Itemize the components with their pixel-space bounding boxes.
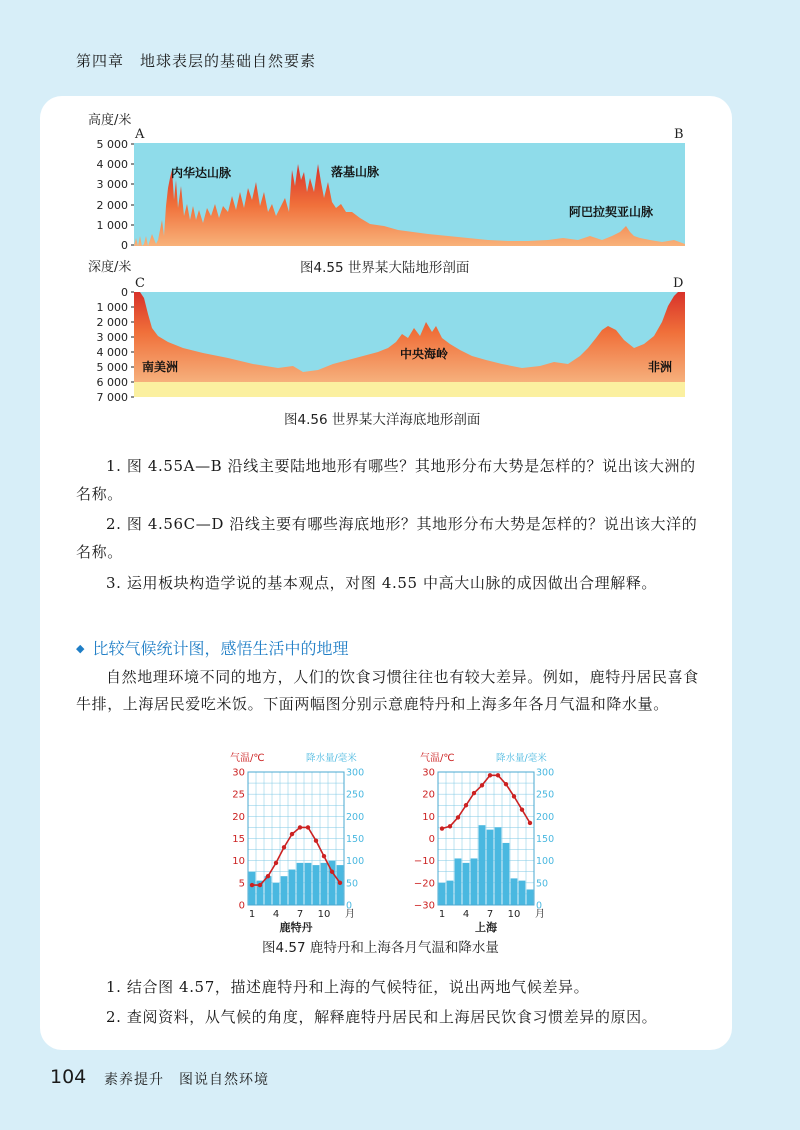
temperature-tick-label: 15 (232, 834, 245, 845)
chapter-title: 第四章 地球表层的基础自然要素 (76, 52, 317, 70)
depth-tick-2000: 2 000 (96, 316, 128, 329)
precip-bar (495, 827, 502, 905)
depth-tick-5000: 5 000 (96, 361, 128, 374)
precip-bar (463, 863, 470, 905)
precip-bar (289, 870, 296, 905)
temperature-point (330, 870, 334, 874)
month-tick-label: 月 (535, 909, 545, 920)
precip-bar (527, 889, 534, 905)
temperature-axis-title: 气温/℃ (230, 753, 265, 764)
rotterdam-climate-chart (228, 748, 378, 933)
shanghai-climate-chart (413, 748, 568, 934)
precipitation-tick-label: 150 (346, 834, 365, 845)
precip-bar (455, 858, 462, 905)
temperature-axis-title: 气温/℃ (420, 753, 455, 764)
temperature-point (440, 826, 444, 830)
precip-bar (297, 863, 304, 905)
precip-bar (511, 878, 518, 905)
depth-tick-4000: 4 000 (96, 346, 128, 359)
temperature-point (480, 783, 484, 787)
fig457-caption: 图4.57 鹿特丹和上海各月气温和降水量 (262, 940, 499, 956)
month-tick-label: 7 (296, 909, 304, 920)
temperature-point (290, 832, 294, 836)
ocean-floor-figure (78, 256, 698, 406)
temperature-point (528, 821, 532, 825)
depth-axis-label: 深度/米 (88, 260, 132, 275)
temperature-tick-label: 20 (422, 789, 435, 801)
precipitation-tick-label: 150 (536, 834, 555, 845)
precipitation-tick-label: 50 (536, 878, 549, 890)
precip-bar (321, 863, 328, 905)
temperature-point (298, 825, 302, 829)
precip-bar (313, 865, 320, 905)
tick-4000: 4 000 (96, 158, 128, 171)
precipitation-axis-title: 降水量/毫米 (306, 753, 357, 764)
mountain-label-appalachian: 阿巴拉契亚山脉 (569, 205, 654, 219)
precip-bar (471, 858, 478, 905)
point-b-label: B (674, 127, 684, 142)
page-number: 104 (50, 1066, 87, 1088)
tick-0: 0 (121, 239, 128, 252)
temperature-point (488, 773, 492, 777)
temperature-point (338, 881, 342, 885)
precipitation-tick-label: 0 (346, 900, 353, 912)
tick-5000: 5 000 (96, 138, 128, 151)
diamond-bullet-icon: ◆ (76, 642, 85, 655)
y-axis-label: 高度/米 (88, 113, 132, 128)
precipitation-tick-label: 300 (346, 767, 365, 779)
temperature-point (274, 861, 278, 865)
precip-bar (503, 843, 510, 905)
point-d-label: D (673, 276, 684, 291)
question-2: 2. 图 4.56C—D 沿线主要有哪些海底地形？其地形分布大势是怎样的？说出该大洋的名称。 (76, 515, 698, 561)
tick-2000: 2 000 (96, 199, 128, 212)
temperature-tick-label: 10 (232, 856, 245, 868)
section-paragraph: 自然地理环境不同的地方，人们的饮食习惯往往也有较大差异。例如，鹿特丹居民喜食牛排，上海居民爱吃米饭。下面两幅图分别示意鹿特丹和上海多年各月气温和降水量。 (76, 668, 699, 713)
temperature-point (496, 773, 500, 777)
temperature-tick-label: 0 (238, 900, 245, 912)
precip-bar (447, 881, 454, 905)
month-tick-label: 1 (438, 909, 446, 920)
depth-tick-6000: 6 000 (96, 376, 128, 389)
mountain-label-rocky: 落基山脉 (331, 165, 380, 179)
precipitation-tick-label: 250 (346, 789, 365, 801)
temperature-point (314, 839, 318, 843)
question-1: 1. 图 4.55A—B 沿线主要陆地地形有哪些？其地形分布大势是怎样的？说出该大洲的名称。 (76, 457, 696, 503)
precip-bar (337, 865, 344, 905)
precip-bar (487, 830, 494, 905)
deep-band (134, 382, 685, 397)
month-tick-label: 1 (248, 909, 256, 920)
tick-1000: 1 000 (96, 219, 128, 232)
continent-label-south-america: 南美洲 (142, 360, 179, 374)
temperature-tick-label: 30 (422, 767, 435, 779)
precipitation-tick-label: 200 (536, 811, 555, 823)
section-heading-text: 比较气候统计图，感悟生活中的地理 (92, 639, 349, 658)
temperature-tick-label: −10 (413, 856, 435, 868)
month-tick-label: 4 (272, 909, 280, 920)
continent-label-africa: 非洲 (648, 360, 673, 374)
depth-tick-7000: 7 000 (96, 391, 128, 404)
temperature-point (520, 807, 524, 811)
city-name-label: 鹿特丹 (279, 921, 313, 934)
precipitation-tick-label: 100 (346, 856, 365, 868)
temperature-point (512, 794, 516, 798)
precip-bar (439, 883, 446, 905)
precipitation-tick-label: 200 (346, 811, 365, 823)
month-tick-label: 月 (345, 909, 355, 920)
precipitation-tick-label: 250 (536, 789, 555, 801)
tick-3000: 3 000 (96, 178, 128, 191)
depth-tick-0: 0 (121, 286, 128, 299)
fig456-caption: 图4.56 世界某大洋海底地形剖面 (284, 412, 481, 428)
fig455-caption: 图4.55 世界某大陆地形剖面 (300, 260, 470, 276)
temperature-point (504, 782, 508, 786)
footer-title: 素养提升 图说自然环境 (104, 1072, 269, 1088)
depth-tick-3000: 3 000 (96, 331, 128, 344)
temperature-point (250, 883, 254, 887)
month-tick-label: 10 (317, 909, 331, 920)
temperature-tick-label: −30 (413, 900, 435, 912)
point-c-label: C (135, 276, 145, 291)
precip-bar (265, 876, 272, 905)
question-3: 3. 运用板块构造学说的基本观点，对图 4.55 中高大山脉的成因做出合理解释。 (106, 574, 658, 592)
point-a-label: A (135, 127, 145, 142)
temperature-point (306, 825, 310, 829)
precipitation-tick-label: 100 (536, 856, 555, 868)
city-name-label: 上海 (475, 921, 497, 934)
temperature-tick-label: 20 (232, 811, 245, 823)
precip-bar (305, 863, 312, 905)
continent-profile-figure (78, 108, 698, 256)
temperature-tick-label: −20 (413, 878, 435, 890)
depth-axis-ticks (97, 286, 129, 404)
mountain-label-nevada: 内华达山脉 (171, 166, 232, 180)
precipitation-tick-label: 0 (536, 900, 543, 912)
mid-ocean-ridge-label: 中央海岭 (400, 347, 449, 361)
temperature-point (464, 803, 468, 807)
temperature-tick-label: 0 (428, 834, 435, 845)
precipitation-tick-label: 300 (536, 767, 555, 779)
precipitation-tick-label: 50 (346, 878, 359, 890)
month-tick-label: 10 (507, 909, 521, 920)
depth-tick-1000: 1 000 (96, 301, 128, 314)
section-heading (76, 636, 348, 659)
temperature-point (322, 854, 326, 858)
temperature-tick-label: 30 (232, 767, 245, 779)
temperature-tick-label: 25 (232, 789, 245, 801)
precipitation-axis-title: 降水量/毫米 (496, 753, 547, 764)
temperature-point (282, 845, 286, 849)
precip-bar (479, 825, 486, 905)
month-tick-label: 7 (486, 909, 494, 920)
precip-bar (281, 876, 288, 905)
month-tick-label: 4 (462, 909, 470, 920)
precip-bar (519, 881, 526, 905)
question-5: 2. 查阅资料，从气候的角度，解释鹿特丹居民和上海居民饮食习惯差异的原因。 (106, 1008, 658, 1026)
temperature-tick-label: 10 (422, 811, 435, 823)
y-axis-ticks (97, 138, 129, 252)
temperature-point (266, 874, 270, 878)
temperature-point (472, 791, 476, 795)
precip-bar (249, 872, 256, 905)
temperature-tick-label: 5 (238, 878, 245, 890)
temperature-point (456, 815, 460, 819)
question-4: 1. 结合图 4.57，描述鹿特丹和上海的气候特征，说出两地气候差异。 (106, 978, 590, 996)
precip-bar (273, 883, 280, 905)
temperature-point (258, 883, 262, 887)
temperature-point (448, 824, 452, 828)
